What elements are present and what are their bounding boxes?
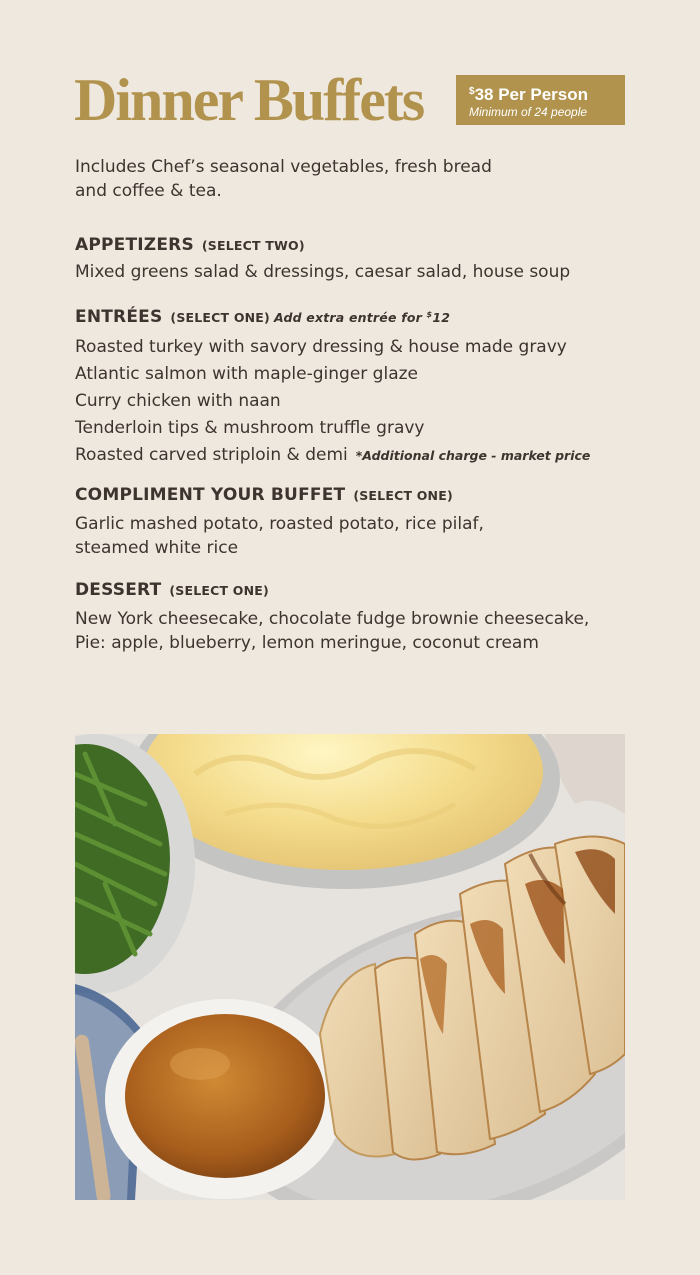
entree-item: Curry chicken with naan xyxy=(75,391,281,411)
intro-text xyxy=(75,155,555,203)
entree-item: Roasted carved striploin & demi xyxy=(75,445,348,465)
price-amount: 38 xyxy=(474,85,494,104)
food-photo xyxy=(75,734,625,1200)
dessert-select: (SELECT ONE) xyxy=(169,583,269,598)
sides-item: Garlic mashed potato, roasted potato, rice pilaf, xyxy=(75,514,484,534)
entree-item: Tenderloin tips & mushroom truffle gravy xyxy=(75,418,425,438)
intro-line: and coffee & tea. xyxy=(75,181,222,201)
dessert-section xyxy=(75,579,635,655)
appetizers-title: APPETIZERS xyxy=(75,235,194,255)
sides-select: (SELECT ONE) xyxy=(353,488,453,503)
intro-line: Includes Chef’s seasonal vegetables, fresh bread xyxy=(75,157,492,177)
striploin-note: *Additional charge - market price xyxy=(355,448,591,463)
price-per: Per Person xyxy=(498,85,588,104)
sides-section xyxy=(75,484,635,560)
price-line xyxy=(469,82,625,105)
dessert-item: New York cheesecake, chocolate fudge brownie cheesecake, xyxy=(75,609,590,629)
sides-item: steamed white rice xyxy=(75,538,239,558)
food-photo-illustration xyxy=(75,734,625,1200)
entree-item: Roasted turkey with savory dressing & house made gravy xyxy=(75,337,567,357)
entrees-note-amount: 12 xyxy=(432,310,451,325)
price-minimum: Minimum of 24 people xyxy=(469,105,588,119)
appetizers-select: (SELECT TWO) xyxy=(201,238,305,253)
entrees-heading xyxy=(75,304,635,329)
dessert-item: Pie: apple, blueberry, lemon meringue, coconut cream xyxy=(75,633,539,653)
appetizers-item: Mixed greens salad & dressings, caesar salad, house soup xyxy=(75,262,571,282)
entrees-section xyxy=(75,304,635,469)
dessert-title: DESSERT xyxy=(75,580,162,600)
price-currency: $ xyxy=(469,86,475,97)
appetizers-heading xyxy=(75,234,635,257)
gravy xyxy=(125,1014,325,1178)
dessert-heading xyxy=(75,579,635,602)
gravy-shine xyxy=(170,1048,230,1080)
entrees-note-currency: $ xyxy=(426,310,433,319)
appetizers-section xyxy=(75,234,635,286)
entrees-extra-note xyxy=(274,310,450,325)
entree-item-striploin xyxy=(75,442,635,469)
sides-heading xyxy=(75,484,635,507)
entrees-select: (SELECT ONE) xyxy=(170,310,270,325)
price-badge xyxy=(456,75,625,125)
sides-title: COMPLIMENT YOUR BUFFET xyxy=(75,485,346,505)
entree-item: Atlantic salmon with maple-ginger glaze xyxy=(75,364,418,384)
entrees-title: ENTRÉES xyxy=(75,307,163,327)
page-title: Dinner Buffets xyxy=(74,67,424,133)
entrees-note-prefix: Add extra entrée for xyxy=(273,310,427,325)
